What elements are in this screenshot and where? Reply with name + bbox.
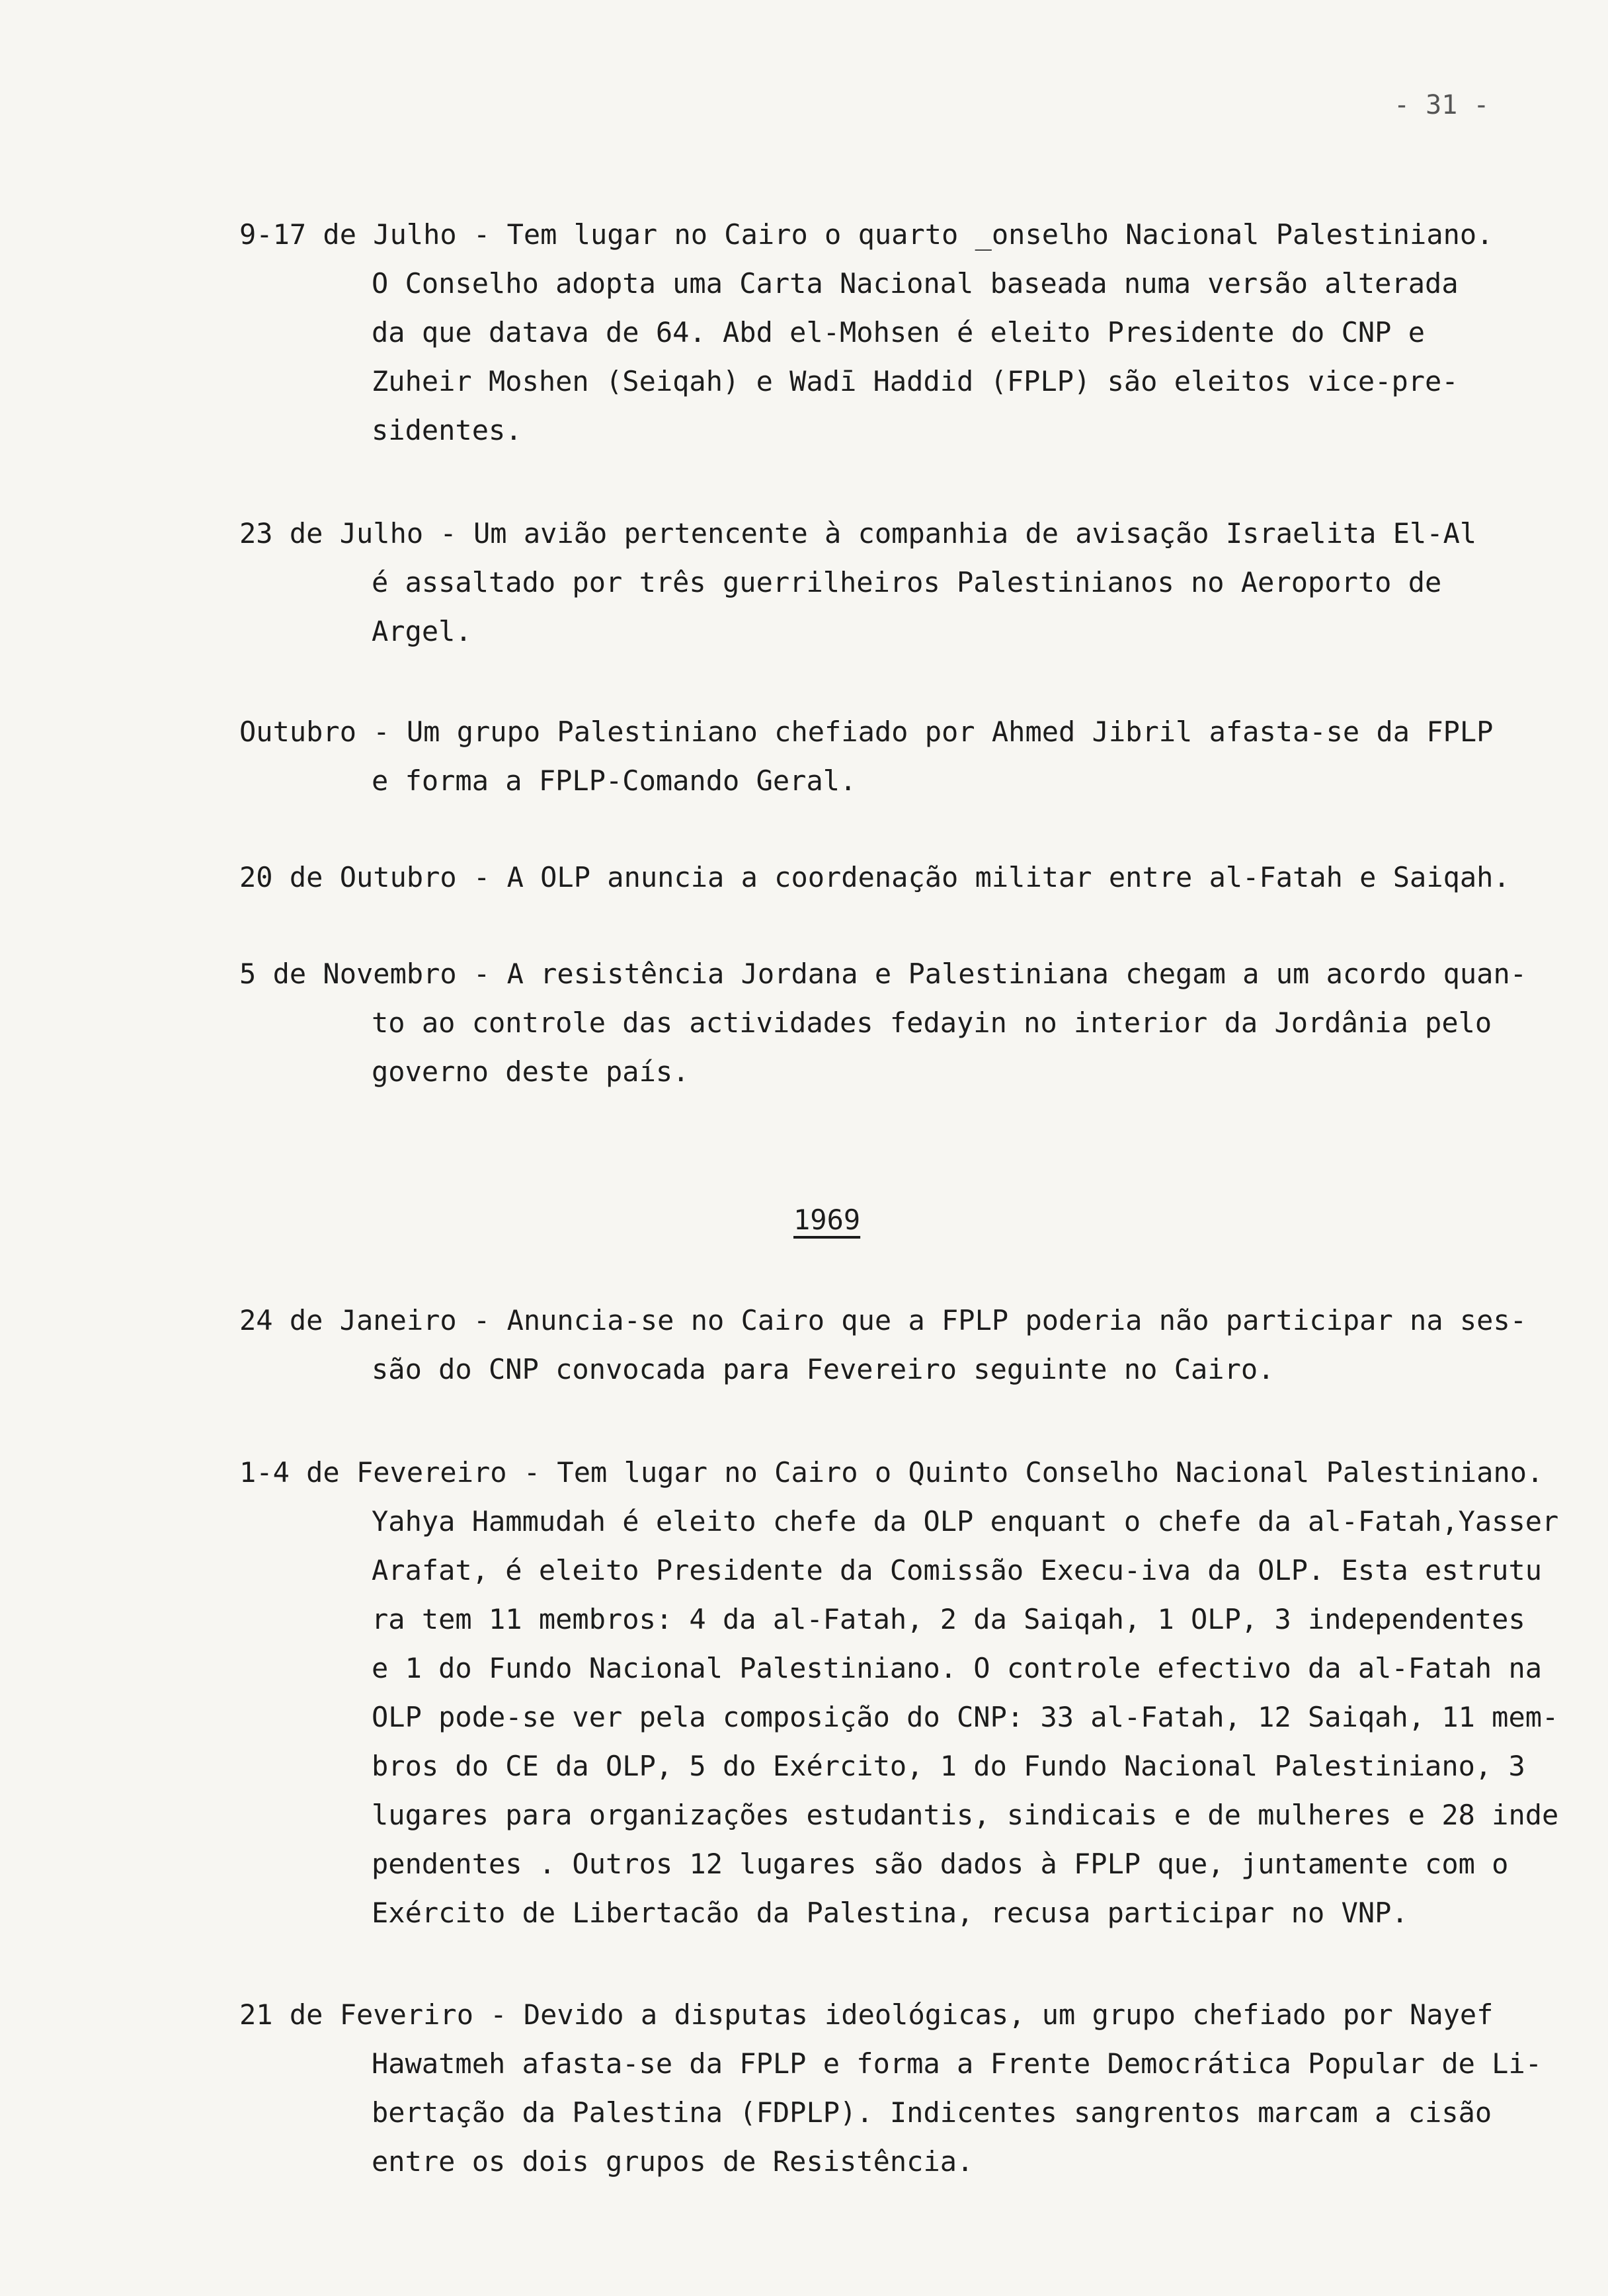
entry-line: ra tem 11 membros: 4 da al-Fatah, 2 da Saiqah, 1 OLP, 3 independentes <box>372 1603 1525 1635</box>
entry-line: 21 de Feveriro - Devido a disputas ideológicas, um grupo chefiado por Nayef <box>239 1998 1494 2031</box>
entry-line: governo deste país. <box>372 1055 690 1088</box>
entry-line: são do CNP convocada para Fevereiro seguinte no Cairo. <box>372 1353 1275 1385</box>
entry-line: Zuheir Moshen (Seiqah) e Wadī Haddid (FPLP) são eleitos vice-pre- <box>372 365 1459 397</box>
entry-line: O Conselho adopta uma Carta Nacional baseada numa versão alterada <box>372 267 1459 300</box>
entry-line: Outubro - Um grupo Palestiniano chefiado por Ahmed Jibril afasta-se da FPLP <box>239 716 1494 748</box>
entry-october-20 <box>239 853 1510 902</box>
entry-line: 20 de Outubro - A OLP anuncia a coordenação militar entre al-Fatah e Saiqah. <box>239 861 1510 893</box>
entry-line: 1-4 de Fevereiro - Tem lugar no Cairo o Quinto Conselho Nacional Palestiniano. <box>239 1456 1544 1489</box>
entry-line: 24 de Janeiro - Anuncia-se no Cairo que a FPLP poderia não participar na ses- <box>239 1304 1527 1336</box>
entry-line: sidentes. <box>372 414 522 446</box>
page-number: - 31 - <box>1394 90 1490 120</box>
entry-november-5 <box>239 950 1527 1096</box>
entry-line: da que datava de 64. Abd el-Mohsen é eleito Presidente do CNP e <box>372 316 1426 348</box>
entry-line: pendentes . Outros 12 lugares são dados à FPLP que, juntamente com o <box>372 1848 1509 1880</box>
entry-line: OLP pode-se ver pela composição do CNP: 33 al-Fatah, 12 Saiqah, 11 mem- <box>372 1701 1559 1733</box>
entry-line: é assaltado por três guerrilheiros Palestinianos no Aeroporto de <box>372 566 1442 598</box>
entry-line: Arafat, é eleito Presidente da Comissão Execu-iva da OLP. Esta estrutu <box>372 1554 1543 1586</box>
entry-line: 23 de Julho - Um avião pertencente à companhia de avisação Israelita El-Al <box>239 517 1477 550</box>
entry-october <box>239 708 1493 805</box>
entry-line: e forma a FPLP-Comando Geral. <box>372 764 857 797</box>
entry-july-23 <box>239 509 1476 656</box>
entry-line: entre os dois grupos de Resistência. <box>372 2145 974 2178</box>
entry-line: Exército de Libertacão da Palestina, recusa participar no VNP. <box>372 1897 1408 1929</box>
entry-line: bros do CE da OLP, 5 do Exército, 1 do Fundo Nacional Palestiniano, 3 <box>372 1750 1525 1782</box>
entry-line: Argel. <box>372 615 472 647</box>
entry-february-1-4 <box>239 1448 1558 1938</box>
entry-january-24 <box>239 1296 1527 1394</box>
entry-line: to ao controle das actividades fedayin no interior da Jordânia pelo <box>372 1006 1492 1039</box>
entry-line: e 1 do Fundo Nacional Palestiniano. O controle efectivo da al-Fatah na <box>372 1652 1543 1684</box>
year-heading: 1969 <box>793 1204 861 1236</box>
entry-february-21 <box>239 1990 1542 2186</box>
entry-line: lugares para organizações estudantis, sindicais e de mulheres e 28 inde <box>372 1799 1559 1831</box>
entry-line: 9-17 de Julho - Tem lugar no Cairo o quarto _onselho Nacional Palestiniano. <box>239 218 1494 251</box>
entry-line: Yahya Hammudah é eleito chefe da OLP enquant o chefe da al-Fatah,Yasser <box>372 1505 1559 1538</box>
entry-july-9-17 <box>239 210 1493 455</box>
entry-line: bertação da Palestina (FDPLP). Indicentes sangrentos marcam a cisão <box>372 2096 1492 2129</box>
entry-line: Hawatmeh afasta-se da FPLP e forma a Frente Democrática Popular de Li- <box>372 2047 1543 2080</box>
entry-line: 5 de Novembro - A resistência Jordana e Palestiniana chegam a um acordo quan- <box>239 958 1527 990</box>
